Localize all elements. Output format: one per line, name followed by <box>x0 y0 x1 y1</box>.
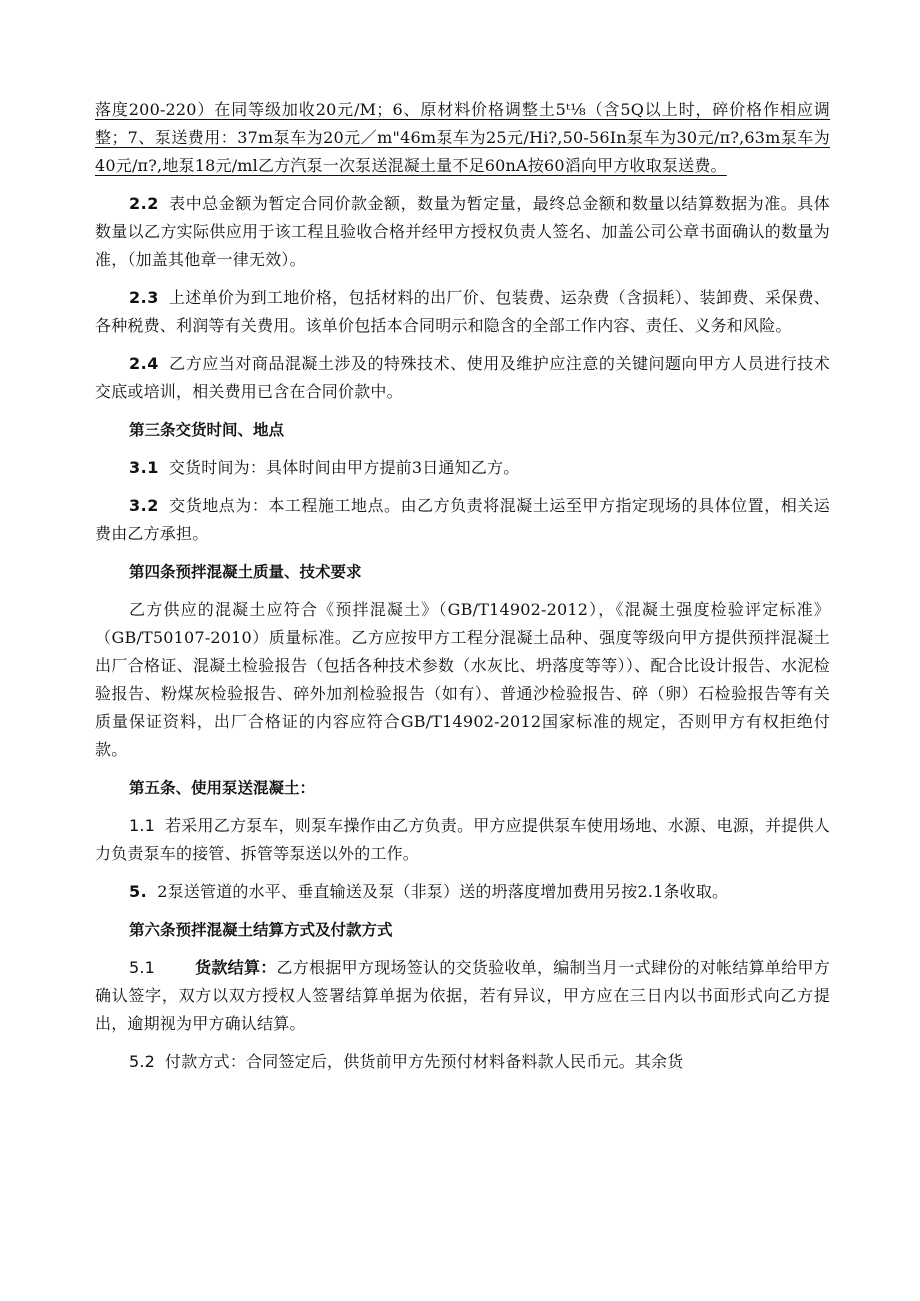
clause-5-1 <box>95 812 830 868</box>
article-5-heading: 第五条、使用泵送混凝土： <box>129 779 316 797</box>
clause-text: 乙方应当对商品混凝土涉及的特殊技术、使用及维护应注意的关键问题向甲方人员进行技术交底或培训，相关费用已含在合同价款中。 <box>95 354 830 401</box>
clause-2-2 <box>95 190 830 274</box>
contract-page <box>95 96 830 1086</box>
clause-6-2 <box>95 1048 830 1076</box>
clause-lead: 货款结算： <box>195 958 277 977</box>
clause-3-2 <box>95 492 830 548</box>
clause-2-4 <box>95 350 830 406</box>
clause-number: 3.2 <box>129 496 159 515</box>
clause-number: 5.1 <box>129 958 156 977</box>
clause-number: 2.3 <box>129 288 159 307</box>
clause-text: 若采用乙方泵车，则泵车操作由乙方负责。甲方应提供泵车使用场地、水源、电源，并提供人力负责泵车的接管、拆管等泵送以外的工作。 <box>95 816 830 863</box>
clause-text: 交货时间为：具体时间由甲方提前3日通知乙方。 <box>168 458 520 477</box>
clause-number: 2.2 <box>129 194 159 213</box>
clause-number: 1.1 <box>129 816 156 835</box>
clause-3-1 <box>95 454 830 482</box>
clause-6-1 <box>95 954 830 1038</box>
clause-number: 5. <box>129 882 148 901</box>
article-3-heading: 第三条交货时间、地点 <box>129 421 285 439</box>
clause-number: 3.1 <box>129 458 159 477</box>
clause-5-2 <box>95 878 830 906</box>
article-6-heading: 第六条预拌混凝土结算方式及付款方式 <box>129 921 393 939</box>
clause-text: 交货地点为：本工程施工地点。由乙方负责将混凝土运至甲方指定现场的具体位置，相关运费由乙方承担。 <box>95 496 830 543</box>
article-4-body: 乙方供应的混凝土应符合《预拌混凝土》（GB/T14902-2012），《混凝土强度检验评定标准》（GB/T50107-2010）质量标准。乙方应按甲方工程分混凝土品种、强度等级向甲方提供预拌混凝土出厂合格证、混凝土检验报告（包括各种技术参数（水灰比、坍落度等等））、配合比设计报告、水泥检验报告、粉煤灰检验报告、碎外加剂检验报告（如有）、普通沙检验报告、碎（卵）石检验报告等有关质量保证资料，出厂合格证的内容应符合GB/T14902-2012国家标准的规定，否则甲方有权拒绝付款。 <box>95 600 830 759</box>
clause-number: 5.2 <box>129 1052 156 1071</box>
clause-text: 乙方根据甲方现场签认的交货验收单，编制当月一式肆份的对帐结算单给甲方确认签字，双方以双方授权人签署结算单据为依据，若有异议，甲方应在三日内以书面形式向乙方提出，逾期视为甲方确认结算。 <box>95 958 830 1033</box>
intro-paragraph: 落度200-220）在同等级加收20元/M；6、原材料价格调整土5ᵗ⅛（含5Q以上时，碎价格作相应调整；7、泵送费用：37m泵车为20元／m"46m泵车为25元/Hi?,50-56In泵车为30元/π?,63m泵车为40元/π?,地泵18元/ml乙方汽泵一次泵送混凝土量不足60nA按60滔向甲方收取泵送费。 <box>95 100 830 175</box>
clause-text: 上述单价为到工地价格，包括材料的出厂价、包装费、运杂费（含损耗）、装卸费、采保费、各种税费、利润等有关费用。该单价包括本合同明示和隐含的全部工作内容、责任、义务和风险。 <box>95 288 830 335</box>
clause-text: 表中总金额为暂定合同价款金额，数量为暂定量，最终总金额和数量以结算数据为准。具体数量以乙方实际供应用于该工程且验收合格并经甲方授权负责人签名、加盖公司公章书面确认的数量为准，（加盖其他章一律无效）。 <box>95 194 830 269</box>
article-4-heading: 第四条预拌混凝土质量、技术要求 <box>129 563 362 581</box>
clause-text: 付款方式：合同签定后，供货前甲方先预付材料备料款人民币元。其余货 <box>165 1052 684 1071</box>
clause-text: 2泵送管道的水平、垂直输送及泵（非泵）送的坍落度增加费用另按2.1条收取。 <box>157 882 729 901</box>
clause-2-3 <box>95 284 830 340</box>
clause-number: 2.4 <box>129 354 159 373</box>
